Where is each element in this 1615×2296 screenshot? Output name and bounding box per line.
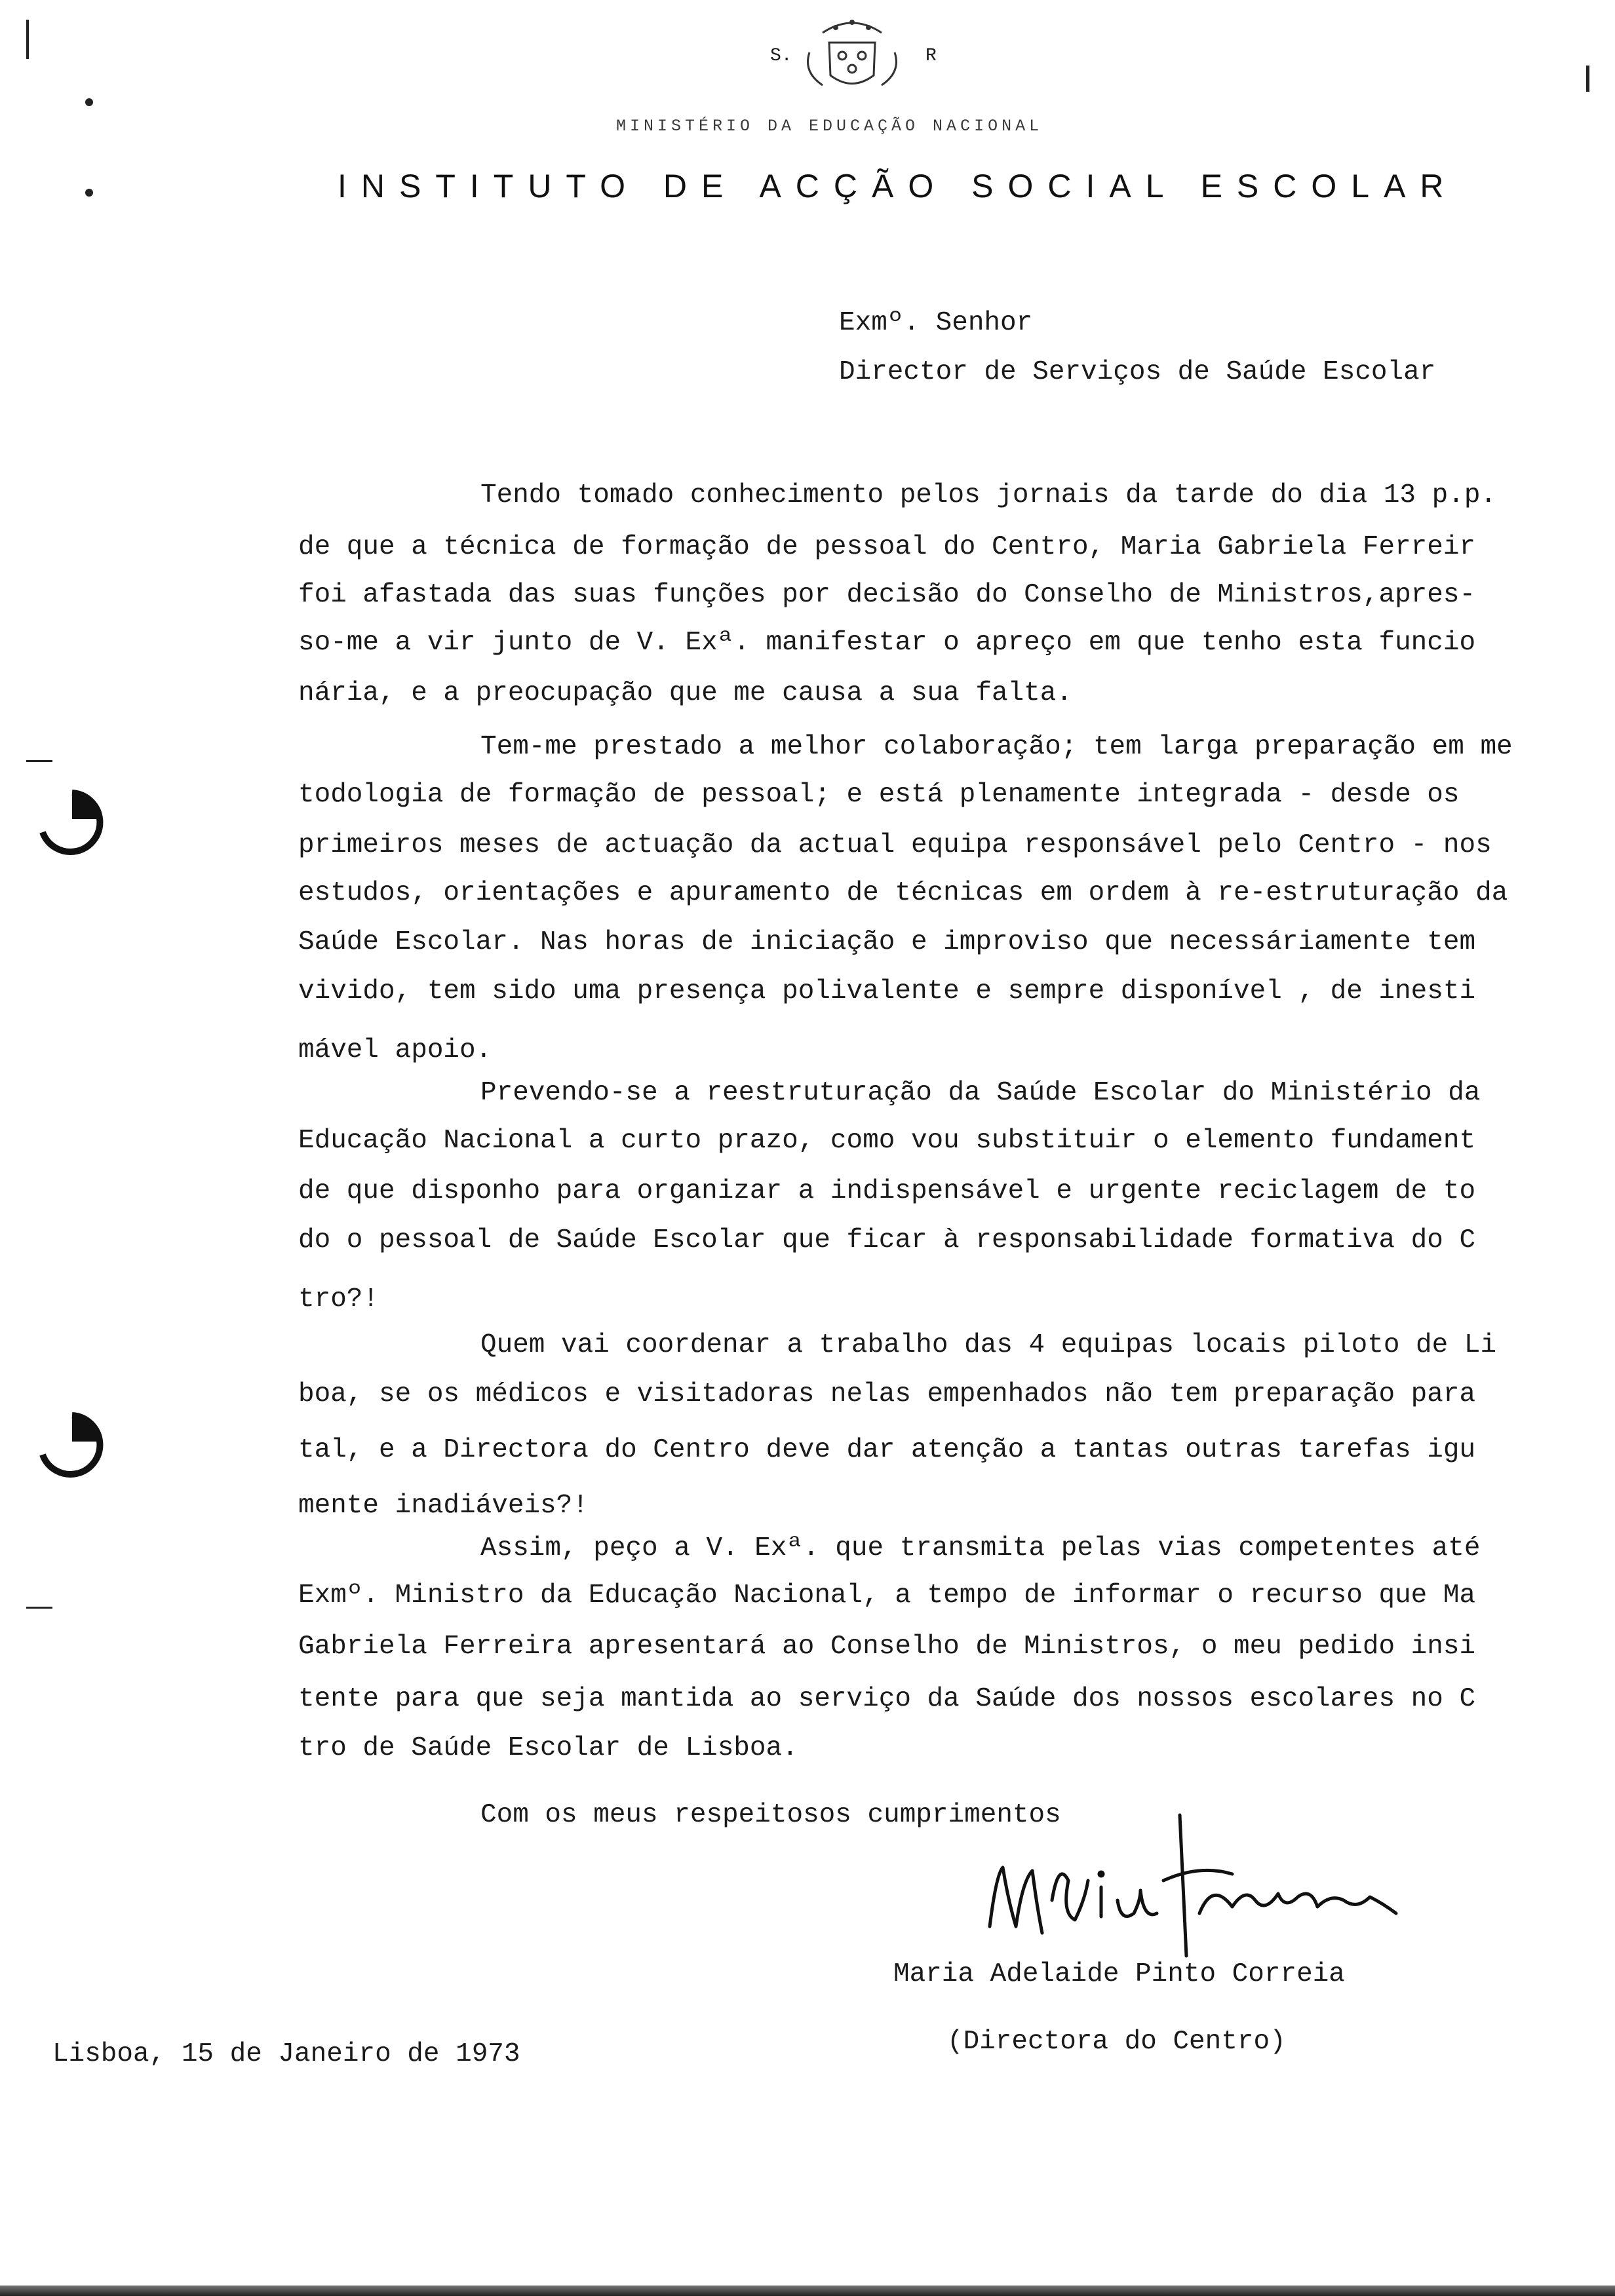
body-line: todologia de formação de pessoal; e está plenamente integrada - desde os bbox=[298, 780, 1460, 810]
body-line: tro?! bbox=[298, 1284, 379, 1314]
seal-left-letter: S. bbox=[770, 46, 792, 66]
margin-dash bbox=[26, 760, 52, 762]
body-line: estudos, orientações e apuramento de técnicas em ordem à re-estruturação da bbox=[298, 878, 1508, 908]
body-line: mável apoio. bbox=[298, 1035, 492, 1065]
body-line: tro de Saúde Escolar de Lisboa. bbox=[298, 1733, 798, 1763]
punch-hole-bottom bbox=[26, 1402, 105, 1481]
body-line: foi afastada das suas funções por decisão do Conselho de Ministros,apres- bbox=[298, 580, 1476, 610]
letter-date: Lisboa, 15 de Janeiro de 1973 bbox=[52, 2039, 520, 2069]
margin-tick bbox=[1586, 66, 1589, 92]
seal-right-letter: R bbox=[925, 46, 937, 66]
body-line: de que disponho para organizar a indispensável e urgente reciclagem de to bbox=[298, 1176, 1476, 1206]
body-line: Com os meus respeitosos cumprimentos bbox=[480, 1800, 1061, 1830]
body-line: do o pessoal de Saúde Escolar que ficar à responsabilidade formativa do C bbox=[298, 1225, 1476, 1255]
page-bottom-edge bbox=[0, 2286, 1615, 2296]
body-line: Tendo tomado conhecimento pelos jornais da tarde do dia 13 p.p. bbox=[480, 480, 1497, 510]
addressee-title: Director de Serviços de Saúde Escolar bbox=[839, 357, 1436, 387]
margin-dot bbox=[85, 98, 93, 106]
punch-hole-top bbox=[26, 780, 105, 858]
margin-dash bbox=[26, 1607, 52, 1609]
body-line: tal, e a Directora do Centro deve dar atenção a tantas outras tarefas igu bbox=[298, 1435, 1476, 1465]
body-line: so-me a vir junto de V. Exª. manifestar o apreço em que tenho esta funcio bbox=[298, 628, 1476, 658]
ministry-heading: MINISTÉRIO DA EDUCAÇÃO NACIONAL bbox=[616, 117, 1043, 136]
institute-heading: INSTITUTO DE ACÇÃO SOCIAL ESCOLAR bbox=[338, 168, 1458, 204]
addressee-salutation: Exmº. Senhor bbox=[839, 308, 1033, 338]
margin-tick bbox=[26, 20, 29, 59]
body-line: Assim, peço a V. Exª. que transmita pelas vias competentes até bbox=[480, 1533, 1481, 1563]
body-line: de que a técnica de formação de pessoal do Centro, Maria Gabriela Ferreir bbox=[298, 532, 1476, 562]
body-line: Tem-me prestado a melhor colaboração; tem larga preparação em me bbox=[480, 732, 1513, 762]
body-line: Prevendo-se a reestruturação da Saúde Escolar do Ministério da bbox=[480, 1078, 1481, 1108]
signatory-role: (Directora do Centro) bbox=[947, 2027, 1286, 2057]
body-line: mente inadiáveis?! bbox=[298, 1491, 589, 1521]
handwritten-signature bbox=[977, 1802, 1422, 1959]
body-line: Quem vai coordenar a trabalho das 4 equipas locais piloto de Li bbox=[480, 1330, 1497, 1360]
body-line: Educação Nacional a curto prazo, como vou substituir o elemento fundament bbox=[298, 1126, 1476, 1156]
coat-of-arms-seal bbox=[783, 13, 921, 98]
body-line: vivido, tem sido uma presença polivalente e sempre disponível , de inesti bbox=[298, 976, 1476, 1006]
body-line: tente para que seja mantida ao serviço da Saúde dos nossos escolares no C bbox=[298, 1684, 1476, 1714]
body-line: Exmº. Ministro da Educação Nacional, a tempo de informar o recurso que Ma bbox=[298, 1580, 1476, 1611]
body-line: Gabriela Ferreira apresentará ao Conselho de Ministros, o meu pedido insi bbox=[298, 1632, 1476, 1662]
signatory-name: Maria Adelaide Pinto Correia bbox=[893, 1959, 1345, 1989]
body-line: Saúde Escolar. Nas horas de iniciação e improviso que necessáriamente tem bbox=[298, 927, 1476, 957]
body-line: boa, se os médicos e visitadoras nelas empenhados não tem preparação para bbox=[298, 1379, 1476, 1409]
body-line: primeiros meses de actuação da actual equipa responsável pelo Centro - nos bbox=[298, 830, 1492, 860]
body-line: nária, e a preocupação que me causa a sua falta. bbox=[298, 678, 1072, 708]
margin-dot bbox=[85, 189, 93, 197]
